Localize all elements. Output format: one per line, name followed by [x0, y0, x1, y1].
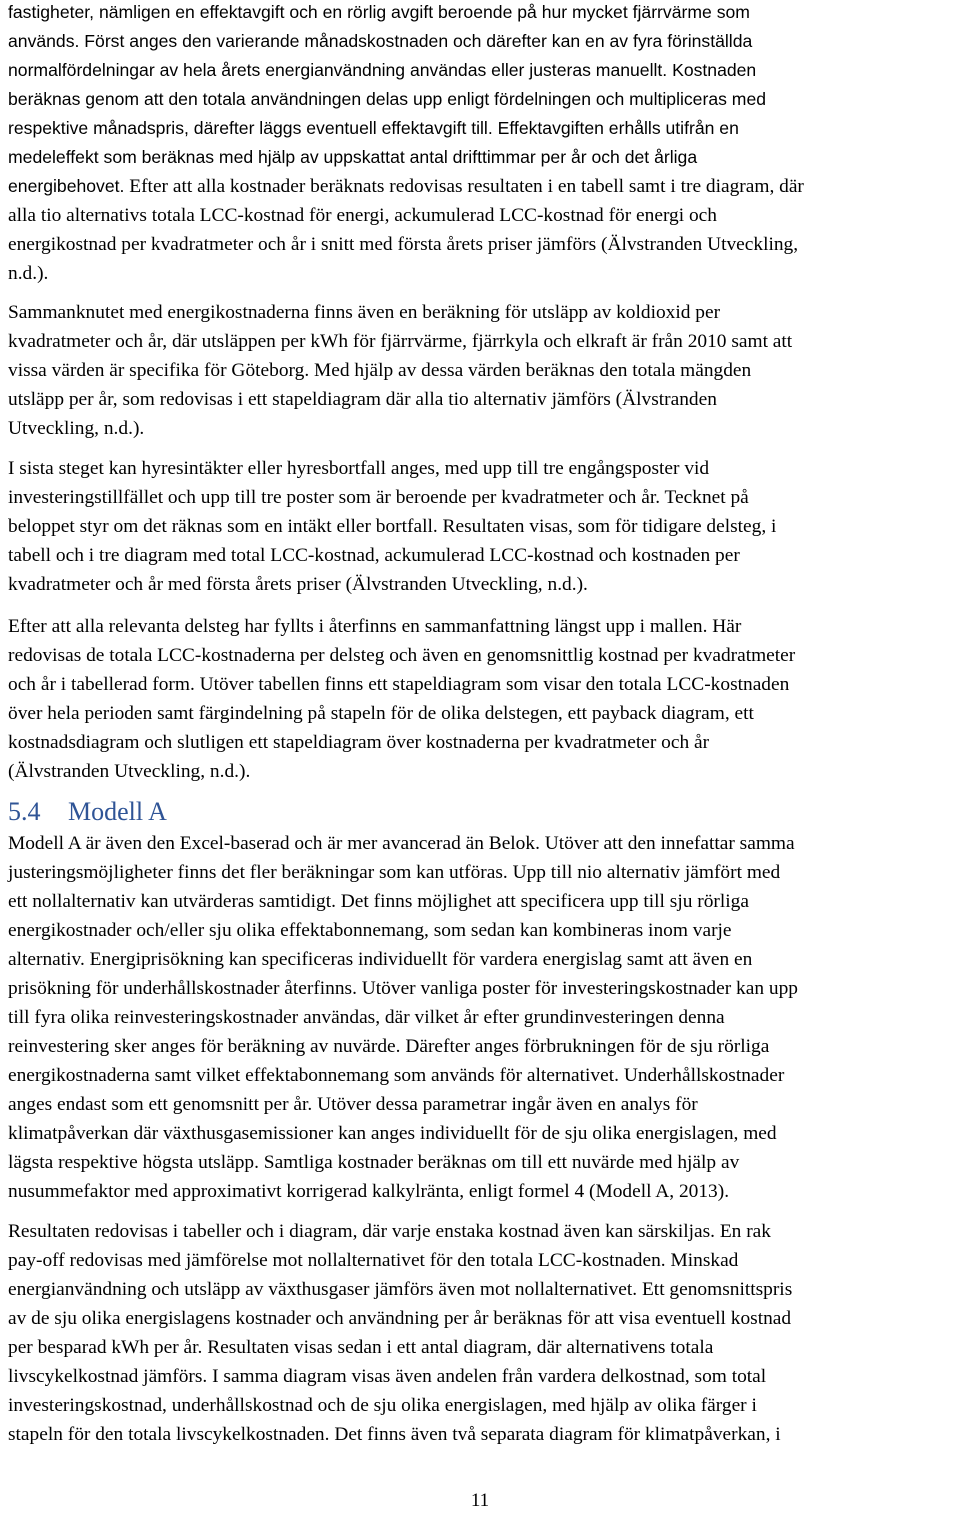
text-segment: till fyra olika reinvesteringskostnader användas, där vilket år efter grundinvesteringen denna: [8, 1007, 725, 1028]
text-line: [8, 699, 956, 728]
text-segment: tabell och i tre diagram med total LCC-kostnad, ackumulerad LCC-kostnad och kostnaden per: [8, 545, 740, 566]
text-line: [8, 1275, 956, 1304]
text-line: [8, 56, 956, 85]
text-segment: beloppet styr om det räknas som en intäkt eller bortfall. Resultaten visas, som för tidigare delsteg, i: [8, 516, 777, 537]
text-line: [8, 757, 956, 786]
text-line: [8, 1061, 956, 1090]
text-segment: n.d.).: [8, 263, 49, 284]
text-segment: medeleffekt som beräknas med hjälp av uppskattat antal drifttimmar per år och det årliga: [8, 147, 698, 167]
text-line: [8, 27, 956, 56]
text-segment: alla tio alternativs totala LCC-kostnad för energi, ackumulerad LCC-kostnad för energi och: [8, 205, 717, 226]
text-segment: Kostnaden: [667, 60, 757, 80]
text-line: [8, 143, 956, 172]
text-segment: prisökning för underhållskostnader återfinns. Utöver vanliga poster för investeringskostnader kan upp: [8, 978, 798, 999]
text-line: [8, 172, 956, 201]
text-segment: investeringskostnad, underhållskostnad och de sju olika energislagen, med hjälp av olika färger i: [8, 1395, 757, 1416]
text-segment: I sista steget kan hyresintäkter eller hyresbortfall anges, med upp till tre engångsposter vid: [8, 458, 710, 479]
text-line: [8, 728, 956, 757]
text-segment: beräknas genom att den totala användningen delas upp enligt fördelningen och multipliceras med: [8, 89, 767, 109]
text-line: [8, 1304, 956, 1333]
text-segment: respektive månadspris, därefter läggs eventuell effektavgift till.: [8, 118, 493, 138]
text-segment: Utveckling, n.d.).: [8, 418, 145, 439]
text-segment: pay-off redovisas med jämförelse mot nollalternativet för den totala LCC-kostnaden. Minskad: [8, 1250, 739, 1271]
section-number: 5.4: [8, 797, 41, 826]
text-line: [8, 85, 956, 114]
text-line: [8, 1177, 956, 1206]
text-line: [8, 641, 956, 670]
text-segment: energibehovet.: [8, 176, 125, 196]
text-line: [8, 298, 956, 327]
text-line: [8, 858, 956, 887]
paragraph-3: [8, 454, 956, 599]
text-segment: energikostnad per kvadratmeter och år i snitt med första årets priser jämförs (Älvstranden Utveckling,: [8, 234, 799, 255]
text-segment: nusummefaktor med approximativt korrigerad kalkylränta, enligt formel 4 (Modell A, 2013).: [8, 1181, 730, 1202]
text-line: [8, 0, 956, 27]
text-line: [8, 414, 956, 443]
text-segment: energikostnaderna samt vilket effektabonnemang som används för alternativet. Underhållskostnader: [8, 1065, 785, 1086]
text-segment: kostnadsdiagram och slutligen ett stapeldiagram över kostnaderna per kvadratmeter och år: [8, 732, 710, 753]
text-line: [8, 974, 956, 1003]
text-segment: energianvändning och utsläpp av växthusgaser jämförs även mot nollalternativet. Ett genomsnittspris: [8, 1279, 793, 1300]
text-segment: normalfördelningar av hela årets energianvändning användas eller justeras manuellt.: [8, 60, 668, 80]
text-line: [8, 945, 956, 974]
text-line: [8, 327, 956, 356]
text-line: [8, 1217, 956, 1246]
text-segment: Effektavgiften erhålls utifrån en: [492, 118, 739, 138]
page-number: 11: [470, 1490, 490, 1511]
text-segment: Modell A är även den Excel-baserad och är mer avancerad än Belok. Utöver att den innefattar samma: [8, 833, 795, 854]
text-line: [8, 887, 956, 916]
text-line: [8, 1003, 956, 1032]
text-segment: (Älvstranden Utveckling, n.d.).: [8, 761, 251, 782]
text-segment: Resultaten redovisas i tabeller och i diagram, där varje enstaka kostnad även kan särskiljas. En rak: [8, 1221, 771, 1242]
text-segment: livscykelkostnad jämförs. I samma diagram visas även andelen från vardera delkostnad, som total: [8, 1366, 767, 1387]
text-segment: klimatpåverkan där växthusgasemissioner kan anges individuellt för de sju olika energislagen, med: [8, 1123, 777, 1144]
paragraph-2: [8, 298, 956, 443]
text-segment: lägsta respektive högsta utsläpp. Samtliga kostnader beräknas om till ett nuvärde med hjälp av: [8, 1152, 740, 1173]
text-segment: kvadratmeter och år, där utsläppen per kWh för fjärrvärme, fjärrkyla och elkraft är från 2010 samt att: [8, 331, 793, 352]
paragraph-5: [8, 829, 956, 1206]
text-segment: reinvestering sker anges för beräkning av nuvärde. Därefter anges förbrukningen för de sju rörliga: [8, 1036, 770, 1057]
text-segment: används. Först anges den varierande månadskostnaden och därefter kan en av fyra förinställda: [8, 31, 753, 51]
text-segment: över hela perioden samt färgindelning på stapeln för de olika delstegen, ett payback diagram, ett: [8, 703, 754, 724]
text-line: [8, 512, 956, 541]
section-heading: [8, 795, 167, 829]
text-segment: per besparad kWh per år. Resultaten visas sedan i ett antal diagram, där alternativens totala: [8, 1337, 714, 1358]
paragraph-1: [8, 0, 956, 288]
text-segment: Efter att alla relevanta delsteg har fyllts i återfinns en sammanfattning längst upp i mallen. Här: [8, 616, 742, 637]
text-segment: av de sju olika energislagens kostnader och användning per år beräknas för att visa eventuell kostnad: [8, 1308, 792, 1329]
text-line: [8, 1333, 956, 1362]
paragraph-6: [8, 1217, 956, 1449]
text-line: [8, 829, 956, 858]
text-line: [8, 1246, 956, 1275]
text-line: [8, 483, 956, 512]
text-line: [8, 356, 956, 385]
text-segment: Efter att alla kostnader beräknats redovisas resultaten i en tabell samt i tre diagram, där: [124, 176, 804, 197]
text-segment: anges endast som ett genomsnitt per år. Utöver dessa parametrar ingår även en analys för: [8, 1094, 698, 1115]
text-line: [8, 385, 956, 414]
text-line: [8, 1362, 956, 1391]
text-segment: kvadratmeter och år med första årets priser (Älvstranden Utveckling, n.d.).: [8, 574, 588, 595]
paragraph-4: [8, 612, 956, 786]
text-line: [8, 230, 956, 259]
text-segment: vissa värden är specifika för Göteborg. Med hjälp av dessa värden beräknas den totala mängden: [8, 360, 752, 381]
text-segment: alternativ. Energiprisökning kan specificeras individuellt för vardera energislag samt att även en: [8, 949, 753, 970]
text-line: [8, 541, 956, 570]
section-title: Modell A: [68, 797, 167, 826]
text-segment: stapeln för den totala livscykelkostnaden. Det finns även två separata diagram för klimatpåverkan, i: [8, 1424, 781, 1445]
text-segment: redovisas de totala LCC-kostnaderna per delsteg och även en genomsnittlig kostnad per kvadratmeter: [8, 645, 796, 666]
text-line: [8, 259, 956, 288]
text-segment: justeringsmöjligheter finns det fler beräkningar som kan utföras. Upp till nio alternativ jämfört med: [8, 862, 781, 883]
text-line: [8, 570, 956, 599]
text-line: [8, 454, 956, 483]
text-line: [8, 670, 956, 699]
text-segment: Sammanknutet med energikostnaderna finns även en beräkning för utsläpp av koldioxid per: [8, 302, 721, 323]
text-line: [8, 1148, 956, 1177]
text-line: [8, 1090, 956, 1119]
text-line: [8, 1391, 956, 1420]
text-line: [8, 1420, 956, 1449]
text-segment: utsläpp per år, som redovisas i ett stapeldiagram där alla tio alternativ jämförs (Älvstranden: [8, 389, 717, 410]
text-segment: ett nollalternativ kan utvärderas samtidigt. Det finns möjlighet att specificera upp till sju rörliga: [8, 891, 749, 912]
text-line: [8, 1032, 956, 1061]
text-segment: energikostnader och/eller sju olika effektabonnemang, som sedan kan kombineras inom varje: [8, 920, 732, 941]
text-segment: och år i tabellerad form. Utöver tabellen finns ett stapeldiagram som visar den totala LCC-kostnaden: [8, 674, 790, 695]
text-line: [8, 201, 956, 230]
text-line: [8, 612, 956, 641]
text-segment: investeringstillfället och upp till tre poster som är beroende per kvadratmeter och år. Tecknet på: [8, 487, 749, 508]
text-line: [8, 916, 956, 945]
text-segment: fastigheter, nämligen en effektavgift och en rörlig avgift beroende på hur mycket fjärrvärme som: [8, 2, 750, 22]
text-line: [8, 114, 956, 143]
text-line: [8, 1119, 956, 1148]
